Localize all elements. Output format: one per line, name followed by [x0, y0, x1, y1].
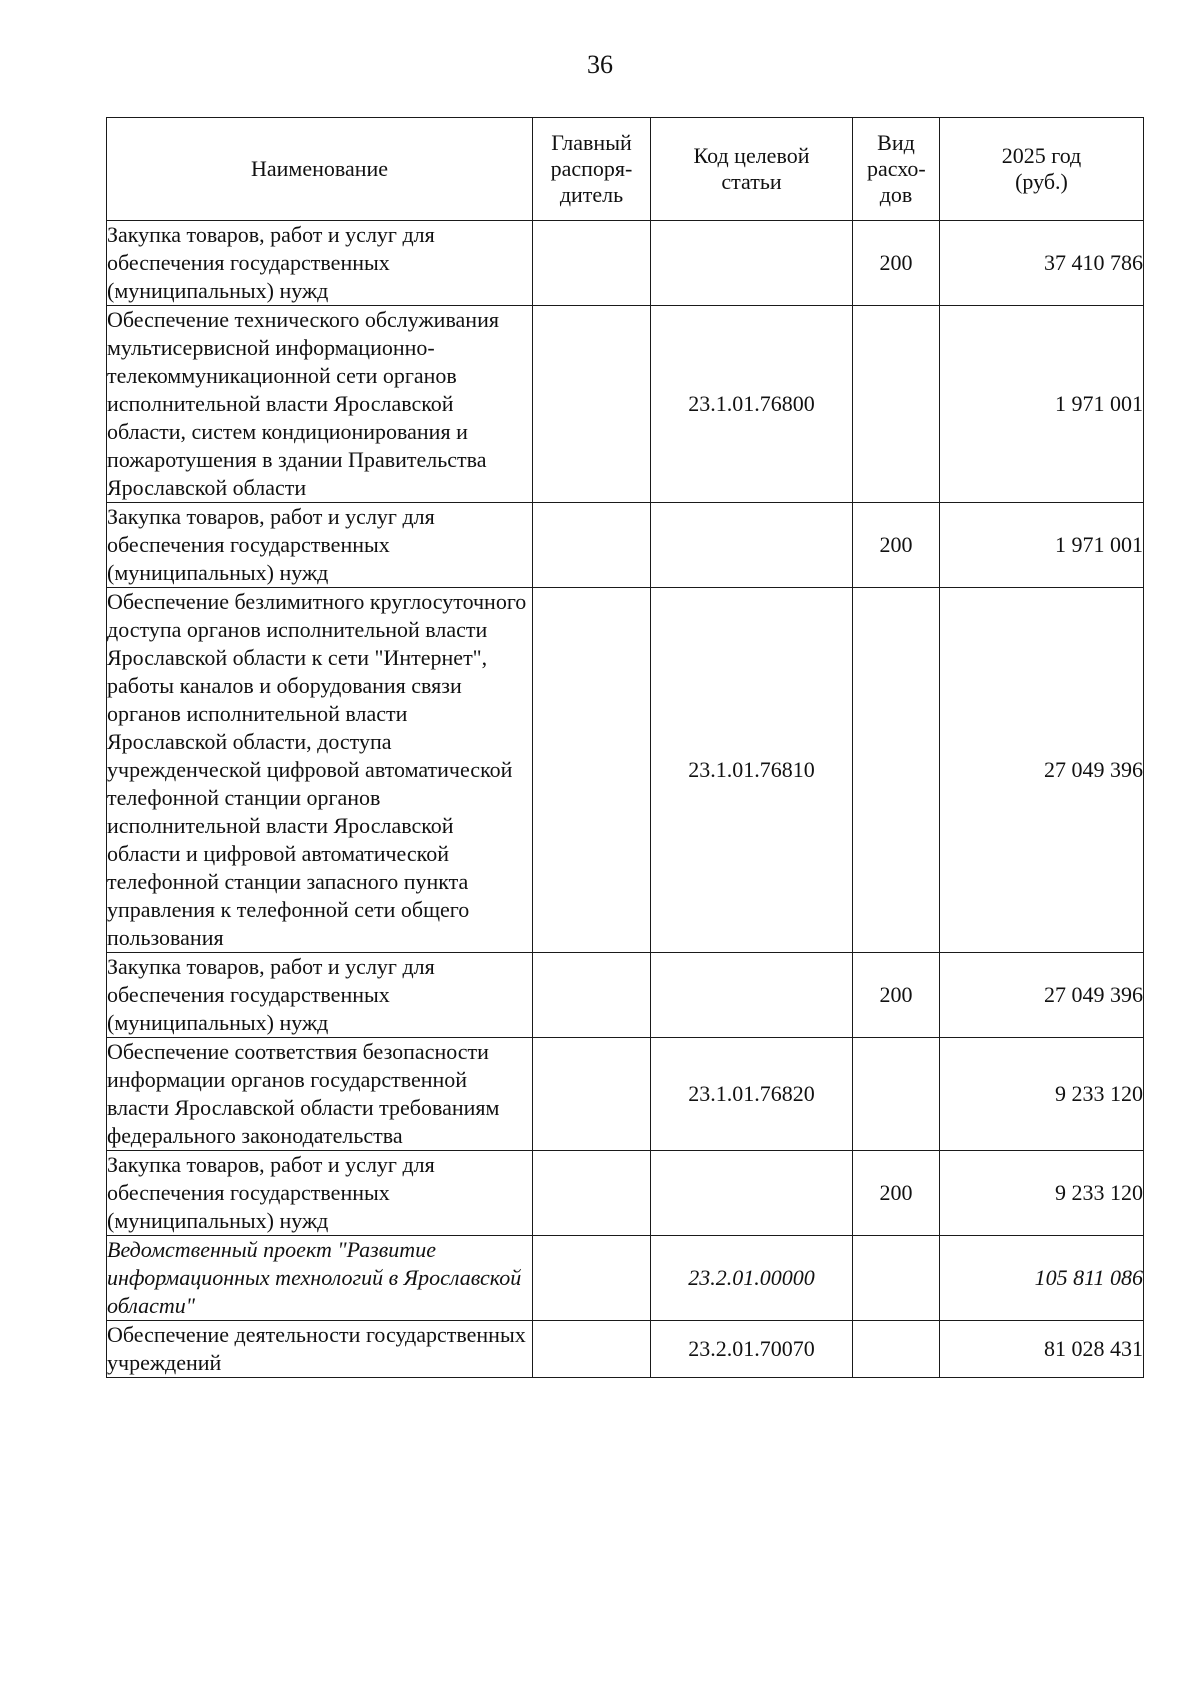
row-expense-type	[853, 1236, 940, 1321]
row-name: Ведомственный проект "Развитие информационных технологий в Ярославской области"	[107, 1236, 533, 1321]
row-main-manager	[533, 1151, 651, 1236]
header-main-manager: Главный распоря-дитель	[533, 118, 651, 221]
row-code	[651, 503, 853, 588]
table-row	[107, 503, 1144, 588]
row-main-manager	[533, 306, 651, 503]
page-number: 36	[587, 50, 613, 79]
row-expense-type: 200	[853, 503, 940, 588]
row-main-manager	[533, 1321, 651, 1378]
row-name: Закупка товаров, работ и услуг для обеспечения государственных (муниципальных) нужд	[107, 953, 533, 1038]
row-code	[651, 953, 853, 1038]
row-name: Закупка товаров, работ и услуг для обеспечения государственных (муниципальных) нужд	[107, 221, 533, 306]
row-amount: 1 971 001	[940, 503, 1144, 588]
row-amount: 37 410 786	[940, 221, 1144, 306]
table-row	[107, 1151, 1144, 1236]
table-row	[107, 588, 1144, 953]
budget-table	[106, 117, 1144, 1378]
header-expense-type: Вид расхо-дов	[853, 118, 940, 221]
row-name: Обеспечение деятельности государственных учреждений	[107, 1321, 533, 1378]
row-main-manager	[533, 503, 651, 588]
row-expense-type	[853, 1038, 940, 1151]
header-amount: 2025 год (руб.)	[940, 118, 1144, 221]
row-amount: 81 028 431	[940, 1321, 1144, 1378]
row-main-manager	[533, 1038, 651, 1151]
row-main-manager	[533, 221, 651, 306]
row-amount: 1 971 001	[940, 306, 1144, 503]
row-amount: 27 049 396	[940, 588, 1144, 953]
row-code: 23.1.01.76810	[651, 588, 853, 953]
row-code: 23.2.01.70070	[651, 1321, 853, 1378]
row-code: 23.1.01.76800	[651, 306, 853, 503]
row-main-manager	[533, 1236, 651, 1321]
row-main-manager	[533, 588, 651, 953]
table-row	[107, 1236, 1144, 1321]
row-expense-type	[853, 588, 940, 953]
table-row	[107, 221, 1144, 306]
row-name: Обеспечение безлимитного круглосуточного доступа органов исполнительной власти Ярославской области к сети "Интернет", работы каналов и оборудования связи органов исполнительной власти Ярославской области, доступа учрежденческой цифровой автоматической телефонной станции органов исполнительной власти Ярославской области и цифровой автоматической телефонной станции запасного пункта управления к телефонной сети общего пользования	[107, 588, 533, 953]
row-code	[651, 1151, 853, 1236]
row-code	[651, 221, 853, 306]
row-amount: 9 233 120	[940, 1038, 1144, 1151]
row-expense-type: 200	[853, 221, 940, 306]
row-main-manager	[533, 953, 651, 1038]
table-row	[107, 306, 1144, 503]
row-amount: 9 233 120	[940, 1151, 1144, 1236]
row-amount: 27 049 396	[940, 953, 1144, 1038]
row-name: Закупка товаров, работ и услуг для обеспечения государственных (муниципальных) нужд	[107, 503, 533, 588]
row-amount: 105 811 086	[940, 1236, 1144, 1321]
table-row	[107, 953, 1144, 1038]
row-expense-type	[853, 306, 940, 503]
row-name: Обеспечение технического обслуживания мультисервисной информационно-телекоммуникационной сети органов исполнительной власти Ярославской области, систем кондиционирования и пожаротушения в здании Правительства Ярославской области	[107, 306, 533, 503]
row-name: Закупка товаров, работ и услуг для обеспечения государственных (муниципальных) нужд	[107, 1151, 533, 1236]
row-expense-type	[853, 1321, 940, 1378]
row-code: 23.1.01.76820	[651, 1038, 853, 1151]
table-row	[107, 1321, 1144, 1378]
row-expense-type: 200	[853, 1151, 940, 1236]
table-header-row	[107, 118, 1144, 221]
header-code: Код целевой статьи	[651, 118, 853, 221]
table-row	[107, 1038, 1144, 1151]
header-name: Наименование	[107, 118, 533, 221]
row-code: 23.2.01.00000	[651, 1236, 853, 1321]
row-expense-type: 200	[853, 953, 940, 1038]
row-name: Обеспечение соответствия безопасности информации органов государственной власти Ярославской области требованиям федерального законодательства	[107, 1038, 533, 1151]
